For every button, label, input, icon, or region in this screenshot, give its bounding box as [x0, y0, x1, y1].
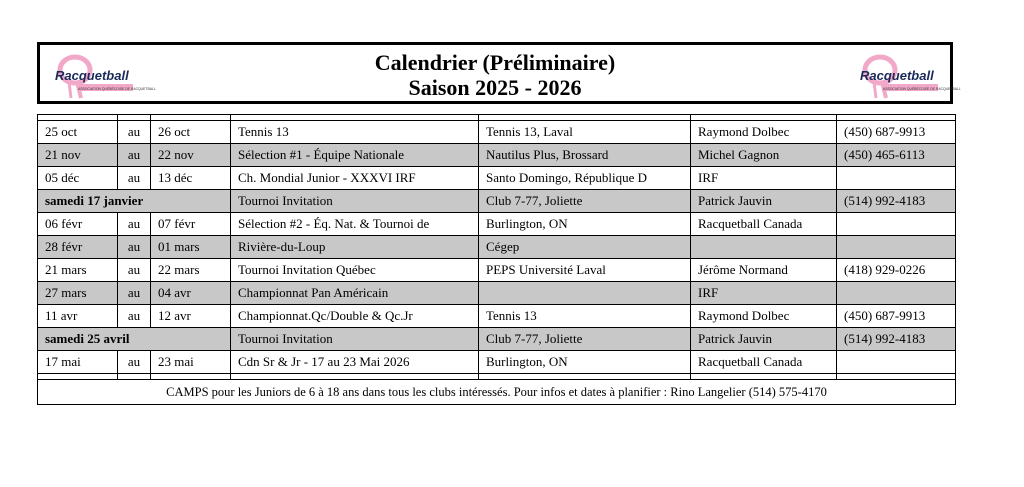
table-row	[38, 282, 956, 305]
logo-subtext: ASSOCIATION QUÉBÉCOISE DE RACQUETBALL	[78, 87, 156, 91]
table-row	[38, 167, 956, 190]
calendar-table	[37, 114, 956, 405]
event-cell: Tournoi Invitation	[231, 328, 479, 351]
start-date-cell: 27 mars	[38, 282, 118, 305]
start-date-cell: 21 mars	[38, 259, 118, 282]
phone-cell	[837, 282, 956, 305]
date-cell: samedi 25 avril	[38, 328, 231, 351]
table-row	[38, 121, 956, 144]
venue-cell: PEPS Université Laval	[479, 259, 691, 282]
au-cell: au	[118, 144, 151, 167]
racquetball-logo-icon	[852, 52, 961, 100]
venue-cell: Tennis 13	[479, 305, 691, 328]
venue-cell: Burlington, ON	[479, 351, 691, 374]
title-line-2: Saison 2025 - 2026	[408, 75, 582, 100]
end-date-cell: 13 déc	[151, 167, 231, 190]
contact-cell: Raymond Dolbec	[691, 121, 837, 144]
calendar-header	[37, 42, 961, 104]
phone-cell	[837, 351, 956, 374]
footer-note: CAMPS pour les Juniors de 6 à 18 ans dans tous les clubs intéressés. Pour infos et dates à planifier : Rino Langelier (514) 575-4170	[38, 380, 956, 405]
end-date-cell: 23 mai	[151, 351, 231, 374]
contact-cell: IRF	[691, 282, 837, 305]
contact-cell: Patrick Jauvin	[691, 190, 837, 213]
event-cell: Championnat.Qc/Double & Qc.Jr	[231, 305, 479, 328]
phone-cell: (514) 992-4183	[837, 190, 956, 213]
contact-cell: Racquetball Canada	[691, 213, 837, 236]
contact-cell: Raymond Dolbec	[691, 305, 837, 328]
au-cell: au	[118, 167, 151, 190]
calendar-body	[38, 115, 956, 405]
venue-cell: Cégep	[479, 236, 691, 259]
au-cell: au	[118, 305, 151, 328]
contact-cell: Racquetball Canada	[691, 351, 837, 374]
phone-cell	[837, 213, 956, 236]
au-cell: au	[118, 259, 151, 282]
au-cell: au	[118, 213, 151, 236]
start-date-cell: 28 févr	[38, 236, 118, 259]
phone-cell: (514) 992-4183	[837, 328, 956, 351]
event-cell: Cdn Sr & Jr - 17 au 23 Mai 2026	[231, 351, 479, 374]
end-date-cell: 26 oct	[151, 121, 231, 144]
table-row	[38, 190, 956, 213]
au-cell: au	[118, 351, 151, 374]
end-date-cell: 07 févr	[151, 213, 231, 236]
start-date-cell: 21 nov	[38, 144, 118, 167]
end-date-cell: 22 mars	[151, 259, 231, 282]
page-title	[40, 50, 950, 100]
contact-cell: IRF	[691, 167, 837, 190]
end-date-cell: 04 avr	[151, 282, 231, 305]
venue-cell: Club 7-77, Joliette	[479, 328, 691, 351]
phone-cell	[837, 167, 956, 190]
phone-cell: (450) 465-6113	[837, 144, 956, 167]
start-date-cell: 05 déc	[38, 167, 118, 190]
event-cell: Tournoi Invitation Québec	[231, 259, 479, 282]
venue-cell: Club 7-77, Joliette	[479, 190, 691, 213]
contact-cell: Michel Gagnon	[691, 144, 837, 167]
end-date-cell: 12 avr	[151, 305, 231, 328]
contact-cell: Jérôme Normand	[691, 259, 837, 282]
start-date-cell: 25 oct	[38, 121, 118, 144]
start-date-cell: 11 avr	[38, 305, 118, 328]
start-date-cell: 17 mai	[38, 351, 118, 374]
event-cell: Sélection #2 - Éq. Nat. & Tournoi de	[231, 213, 479, 236]
phone-cell: (418) 929-0226	[837, 259, 956, 282]
logo-text: Racquetball	[55, 68, 129, 83]
event-cell: Sélection #1 - Équipe Nationale	[231, 144, 479, 167]
table-row	[38, 213, 956, 236]
end-date-cell: 22 nov	[151, 144, 231, 167]
venue-cell: Tennis 13, Laval	[479, 121, 691, 144]
venue-cell: Nautilus Plus, Brossard	[479, 144, 691, 167]
au-cell: au	[118, 121, 151, 144]
event-cell: Championnat Pan Américain	[231, 282, 479, 305]
venue-cell: Burlington, ON	[479, 213, 691, 236]
table-row	[38, 351, 956, 374]
event-cell: Tennis 13	[231, 121, 479, 144]
phone-cell: (450) 687-9913	[837, 121, 956, 144]
footer-row	[38, 380, 956, 405]
phone-cell	[837, 236, 956, 259]
venue-cell: Santo Domingo, République D	[479, 167, 691, 190]
date-cell: samedi 17 janvier	[38, 190, 231, 213]
table-row	[38, 259, 956, 282]
table-row	[38, 328, 956, 351]
venue-cell	[479, 282, 691, 305]
racquetball-logo-right	[852, 52, 961, 100]
logo-subtext: ASSOCIATION QUÉBÉCOISE DE RACQUETBALL	[883, 87, 961, 91]
event-cell: Rivière-du-Loup	[231, 236, 479, 259]
table-row	[38, 236, 956, 259]
table-row	[38, 144, 956, 167]
contact-cell	[691, 236, 837, 259]
phone-cell: (450) 687-9913	[837, 305, 956, 328]
start-date-cell: 06 févr	[38, 213, 118, 236]
table-row	[38, 305, 956, 328]
event-cell: Tournoi Invitation	[231, 190, 479, 213]
contact-cell: Patrick Jauvin	[691, 328, 837, 351]
title-line-1: Calendrier (Préliminaire)	[374, 50, 616, 75]
end-date-cell: 01 mars	[151, 236, 231, 259]
logo-text: Racquetball	[860, 68, 934, 83]
event-cell: Ch. Mondial Junior - XXXVI IRF	[231, 167, 479, 190]
au-cell: au	[118, 236, 151, 259]
au-cell: au	[118, 282, 151, 305]
